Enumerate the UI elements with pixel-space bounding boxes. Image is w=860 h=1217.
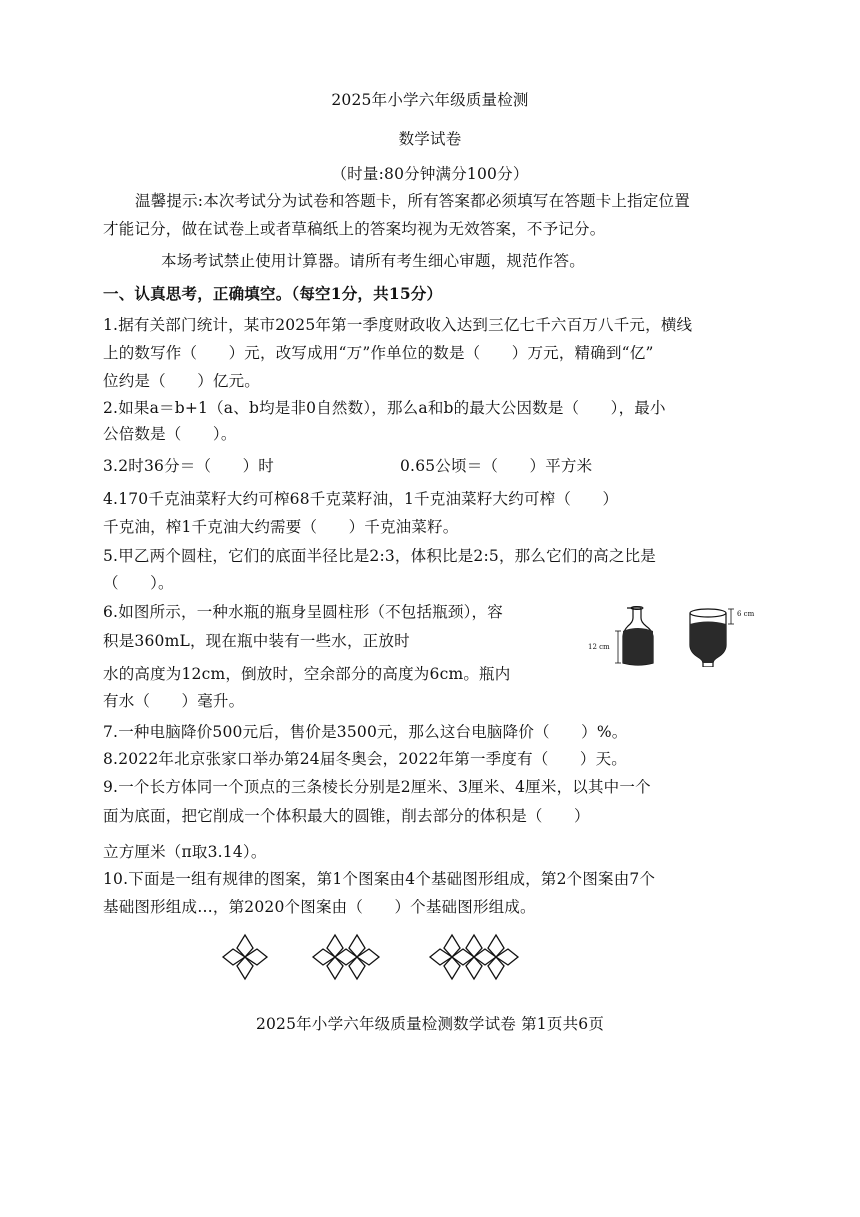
tips-line: 温馨提示:本次考试分为试卷和答题卡，所有答案都必须填写在答题卡上指定位置 — [135, 192, 690, 210]
tips-line: 才能记分，做在试卷上或者草稿纸上的答案均视为无效答案，不予记分。 — [103, 220, 606, 238]
section-heading: 一、认真思考，正确填空。（每空1分，共15分） — [103, 284, 443, 303]
question-line: 积是360mL，现在瓶中装有一些水，正放时 — [103, 632, 410, 650]
question-line: 10.下面是一组有规律的图案，第1个图案由4个基础图形组成，第2个图案由7个 — [103, 870, 656, 888]
question-line: 1.据有关部门统计，某市2025年第一季度财政收入达到三亿七千六百万八千元，横线 — [103, 316, 693, 334]
page-footer: 2025年小学六年级质量检测数学试卷 第1页共6页 — [255, 1015, 605, 1033]
inverted-height-label: 6 cm — [737, 610, 755, 618]
question-line: 水的高度为12cm，倒放时，空余部分的高度为6cm。瓶内 — [103, 665, 511, 683]
question-line: 面为底面，把它削成一个体积最大的圆锥，削去部分的体积是（ ） — [103, 807, 590, 825]
exam-title: 2025年小学六年级质量检测 — [331, 91, 529, 109]
bottle-figure — [585, 605, 775, 667]
question-line: 千克油，榨1千克油大约需要（ ）千克油菜籽。 — [103, 518, 459, 536]
exam-time-info: （时量:80分钟满分100分） — [331, 165, 529, 183]
tips-line: 本场考试禁止使用计算器。请所有考生细心审题，规范作答。 — [161, 252, 585, 270]
question-line: 3.2时36分＝（ ）时 — [103, 457, 274, 475]
question-line: 立方厘米（π取3.14）。 — [103, 843, 267, 861]
question-line: （ ）。 — [103, 574, 174, 592]
pattern-2 — [313, 935, 379, 979]
question-line: 公倍数是（ ）。 — [103, 425, 237, 443]
question-line: 有水（ ）毫升。 — [103, 692, 245, 710]
upright-height-label: 12 cm — [588, 643, 610, 651]
pattern-1 — [223, 935, 267, 979]
question-line: 4.170千克油菜籽大约可榨68千克菜籽油，1千克油菜籽大约可榨（ ） — [103, 490, 619, 508]
diamond-patterns — [220, 930, 520, 990]
question-line: 上的数写作（ ）元，改写成用“万”作单位的数是（ ）万元，精确到“亿” — [103, 344, 654, 362]
question-line: 位约是（ ）亿元。 — [103, 372, 261, 390]
pattern-3 — [430, 935, 518, 979]
upright-bottle — [588, 607, 653, 666]
inverted-bottle — [690, 609, 755, 667]
question-line: 基础图形组成…，第2020个图案由（ ）个基础图形组成。 — [103, 898, 536, 916]
exam-subject: 数学试卷 — [398, 130, 462, 148]
question-line: 9.一个长方体同一个顶点的三条棱长分别是2厘米、3厘米、4厘米，以其中一个 — [103, 778, 651, 796]
question-line: 6.如图所示，一种水瓶的瓶身呈圆柱形（不包括瓶颈），容 — [103, 603, 503, 621]
question-line: 5.甲乙两个圆柱，它们的底面半径比是2:3，体积比是2:5，那么它们的高之比是 — [103, 547, 656, 565]
question-7: 7.一种电脑降价500元后，售价是3500元，那么这台电脑降价（ ）%。 — [103, 723, 628, 741]
question-line: 0.65公顷＝（ ）平方米 — [400, 457, 593, 475]
question-line: 2.如果a＝b+1（a、b均是非0自然数），那么a和b的最大公因数是（ ），最小 — [103, 399, 666, 417]
question-8: 8.2022年北京张家口举办第24届冬奥会，2022年第一季度有（ ）天。 — [103, 750, 628, 768]
